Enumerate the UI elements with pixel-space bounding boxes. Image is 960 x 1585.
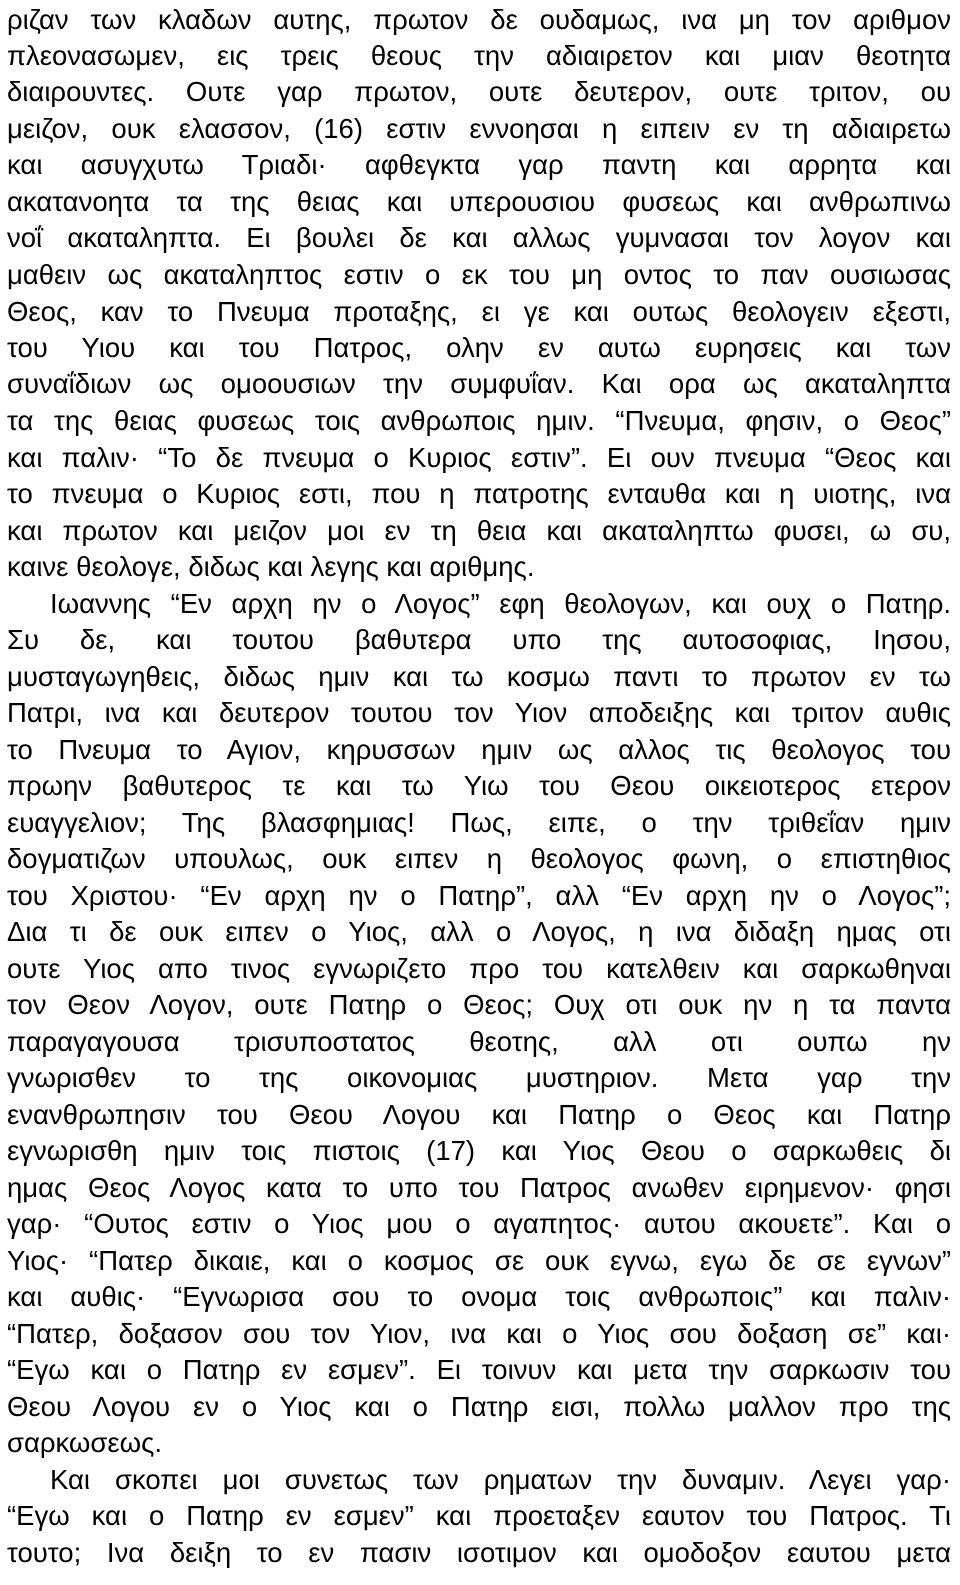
text-line: ουτε Υιος απο τινος εγνωριζετο προ του κατελθειν και σαρκωθηναι — [7, 953, 951, 984]
text-line: τον Θεον Λογον, ουτε Πατηρ ο Θεος; Ουχ οτι ουκ ην η τα παντα — [7, 989, 951, 1020]
text-line: Υιος· “Πατερ δικαιε, και ο κοσμος σε ουκ εγνω, εγω δε σε εγνων” — [7, 1245, 951, 1276]
text-line: και ασυγχυτω Τριαδι· αφθεγκτα γαρ παντη και αρρητα και — [7, 149, 951, 180]
text-line: το πνευμα ο Κυριος εστι, που η πατροτης ενταυθα και η υιοτης, ινα — [7, 478, 951, 509]
text-line: “Πατερ, δοξασον σου τον Υιον, ινα και ο Υιος σου δοξαση σε” και· — [7, 1318, 951, 1349]
text-line: ακατανοητα τα της θειας και υπερουσιου φυσεως και ανθρωπινω — [7, 186, 951, 217]
text-line: του Χριστου· “Εν αρχη ην ο Πατηρ”, αλλ “Εν αρχη ην ο Λογος”; — [7, 880, 951, 911]
text-line: “Εγω και ο Πατηρ εν εσμεν”. Ει τοινυν και μετα την σαρκωσιν του — [7, 1354, 951, 1385]
text-line: σαρκωσεως. — [7, 1427, 162, 1458]
text-line: Θεου Λογου εν ο Υιος και ο Πατηρ εισι, πολλω μαλλον προ της — [7, 1391, 951, 1422]
text-line: Πατρι, ινα και δευτερον τουτου τον Υιον αποδειξης και τριτον αυθις — [7, 697, 951, 728]
text-line: Συ δε, και τουτου βαθυτερα υπο της αυτοσοφιας, Ιησου, — [7, 624, 951, 655]
text-line: ευαγγελιον; Της βλασφημιας! Πως, ειπε, ο την τριθεΐαν ημιν — [7, 807, 951, 838]
text-line: Ιωαννης “Εν αρχη ην ο Λογος” εφη θεολογων, και ουχ ο Πατηρ. — [50, 588, 951, 619]
text-line: του Υιου και του Πατρος, ολην εν αυτω ευρησεις και των — [7, 332, 951, 363]
text-line: καινε θεολογε, διδως και λεγης και αριθμης. — [7, 551, 535, 582]
text-line: ημας Θεος Λογος κατα το υπο του Πατρος ανωθεν ειρημενον· φησι — [7, 1172, 951, 1203]
text-line: πλεονασωμεν, εις τρεις θεους την αδιαιρετον και μιαν θεοτητα — [7, 40, 951, 71]
text-line: νοΐ ακαταληπτα. Ει βουλει δε και αλλως γυμνασαι τον λογον και — [7, 222, 951, 253]
text-line: μαθειν ως ακαταληπτος εστιν ο εκ του μη οντος το παν ουσιωσας — [7, 259, 951, 290]
text-line: και πρωτον και μειζον μοι εν τη θεια και ακαταληπτω φυσει, ω συ, — [7, 515, 951, 546]
text-line: και παλιν· “Το δε πνευμα ο Κυριος εστιν”. Ει ουν πνευμα “Θεος και — [7, 442, 951, 473]
text-line: το Πνευμα το Αγιον, κηρυσσων ημιν ως αλλος τις θεολογος του — [7, 734, 951, 765]
text-line: μυσταγωγηθεις, διδως ημιν και τω κοσμω παντι το πρωτον εν τω — [7, 661, 951, 692]
text-line: Και σκοπει μοι συνετως των ρηματων την δυναμιν. Λεγει γαρ· — [50, 1464, 951, 1495]
text-line: μειζον, ουκ ελασσον, (16) εστιν εννοησαι η ειπειν εν τη αδιαιρετω — [7, 113, 951, 144]
text-line: Θεος, καν το Πνευμα προταξης, ει γε και ουτως θεολογειν εξεστι, — [7, 296, 951, 327]
text-line: τουτο; Ινα δειξη το εν πασιν ισοτιμον και ομοδοξον εαυτου μετα — [7, 1537, 951, 1568]
text-line: ενανθρωπησιν του Θεου Λογου και Πατηρ ο Θεος και Πατηρ — [7, 1099, 951, 1130]
text-line: παραγαγουσα τρισυποστατος θεοτης, αλλ οτι ουπω ην — [7, 1026, 951, 1057]
text-line: δογματιζων υπουλως, ουκ ειπεν η θεολογος φωνη, ο επιστηθιος — [7, 843, 951, 874]
text-line: πρωην βαθυτερος τε και τω Υιω του Θεου οικειοτερος ετερον — [7, 770, 951, 801]
text-line: συναΐδιων ως ομοουσιων την συμφυΐαν. Και ορα ως ακαταληπτα — [7, 368, 951, 399]
text-line: γαρ· “Ουτος εστιν ο Υιος μου ο αγαπητος· αυτου ακουετε”. Και ο — [7, 1208, 951, 1239]
text-line: διαιρουντες. Ουτε γαρ πρωτον, ουτε δευτερον, ουτε τριτον, ου — [7, 76, 951, 107]
text-line: γνωρισθεν το της οικονομιας μυστηριον. Μετα γαρ την — [7, 1062, 951, 1093]
text-line: και αυθις· “Εγνωρισα σου το ονομα τοις ανθρωποις” και παλιν· — [7, 1281, 951, 1312]
text-line: “Εγω και ο Πατηρ εν εσμεν” και προεταξεν εαυτον του Πατρος. Τι — [7, 1500, 951, 1531]
text-line: ριζαν των κλαδων αυτης, πρωτον δε ουδαμως, ινα μη τον αριθμον — [7, 4, 951, 35]
text-line: τα της θειας φυσεως τοις ανθρωποις ημιν. “Πνευμα, φησιν, ο Θεος” — [7, 405, 951, 436]
text-line: Δια τι δε ουκ ειπεν ο Υιος, αλλ ο Λογος, η ινα διδαξη ημας οτι — [7, 916, 951, 947]
text-line: εγνωρισθη ημιν τοις πιστοις (17) και Υιος Θεου ο σαρκωθεις δι — [7, 1135, 951, 1166]
